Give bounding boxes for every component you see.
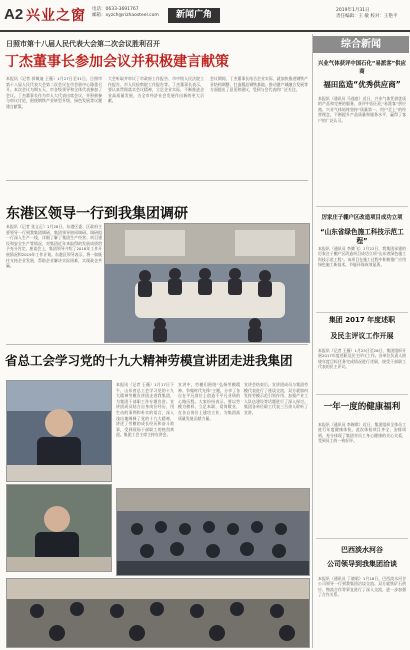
divider (316, 394, 408, 395)
article2-body: 本报讯（记者 张义正）1月28日，东港区委、区政府主要领导一行到我集团调研，集团领导陪同调研。调研组一行深入生产一线，详细了解了集团生产经营、项目建设和安全生产等情况，对集团近年来取得的发展成绩给予充分肯定。座谈会上，集团领导介绍了2018年工作开展情况和2019年工作计划。东港区领导表示，将一如既往支持企业发展，帮助企业解决实际困难，实现政企共赢。 (6, 224, 102, 269)
sidebar-item4-body: 本报讯（通讯员 李婉琪）近日，集团组织全体员工进行年度健康体检。此次体检项目齐全、安排周到，充分体现了集团对员工身心健康的关心关爱，受到员工的一致好评。 (318, 422, 406, 444)
article1-col2: 大会听取并审议了市政府工作报告、市中级人民法院工作报告、市人民检察院工作报告等。丁杰董事长表示，要认真贯彻落实会议精神，立足企业实际，不断推进企业高质量发展，为全市经济社会发展作出新的更大贡献。 (108, 76, 204, 104)
contact-info (92, 7, 159, 19)
meeting-photo (104, 223, 310, 343)
sidebar-item2-headline: 厉家庄子棚户区改造项目成功立项 (321, 215, 403, 221)
sidebar-item3-headline: 集团 2017 年度述职 (328, 316, 396, 324)
presenter-photo (6, 484, 112, 572)
divider (316, 538, 408, 539)
group-photo (6, 578, 310, 648)
sidebar-item5-subheadline: 公司领导到我集团洽谈 (327, 560, 397, 568)
phone-text: 电话：0633-3691767 (92, 7, 139, 12)
sidebar-section-title: 综合新闻 (313, 36, 409, 53)
sidebar-item5-headline: 巴西淡水河谷 (341, 546, 383, 554)
article1-col3: 会议期间，丁杰董事长结合企业实际，就加快推进钢铁产业结构调整、打造精品钢铁基地、推动港产城融合发展等方面提出了意见和建议，受到与会代表的广泛关注。 (210, 76, 308, 93)
sidebar-item4-headline: 一年一度的健康福利 (323, 402, 401, 412)
sidebar-item2-subheadline: “山东省绿色施工科技示范工程” (320, 228, 404, 245)
divider (316, 312, 408, 313)
email-text: 邮箱：xyzch@rizhaosteel.com (92, 13, 159, 18)
masthead (0, 0, 410, 32)
sidebar-item3-subheadline: 及民主评议工作开展 (330, 332, 394, 340)
audience-image (117, 489, 309, 575)
audience-photo (116, 488, 310, 576)
speaker-photo (6, 380, 112, 482)
sidebar-item1-body: 本报讯（通讯员 马逸庭）近日，兴业气体凭借优质的产品和完善的服务，获评中国石化“易派客”供应商。兴业气体始终坚持“质量第一、用户至上”的经营理念，不断提升产品质量和服务水平，赢得了客户的广泛认可。 (318, 96, 406, 123)
newspaper-logo: 兴业之窗 (26, 8, 86, 24)
divider (316, 206, 408, 207)
article1-col1: 本报讯（记者 郭敏迪 王薇）1月27日至31日，日照市第十八届人民代表大会第二次会议在市会展中心隆重召开。本次会议为期五天，市各级领导和全体代表参加了会议。丁杰董事长作为市人大代表出席会议，并积极参与审议讨论，围绕钢铁产业转型升级、绿色发展等议题建言献策。 (6, 76, 102, 109)
editor-credit: 责任编辑：王 敏 校对：王艳平 (336, 14, 398, 19)
article3-col1: 本报讯（记者 王薇）1月17日下午，山东省总工会学习党的十九大精神劳模宣讲团走进我集团，为集团干部职工作专题宣讲。宣讲团成员结合自身岗位经历，用生动的事例和朴实的语言，深入浅出地阐释了党的十九大精神，讲述了劳模的成长经历和奋斗故事，受到现场干部职工的热烈欢迎。集团工会主席主持宣讲会。 (116, 382, 174, 438)
article3-col2: 宣讲中，劳模们围绕“弘扬劳模精神、争做时代先锋”主题，分享了各自在平凡岗位上创造不平凡业绩的心路历程。大家纷纷表示，要以劳模为榜样，立足本职，爱岗敬业，在各自岗位上建功立业，为集团高质量发展贡献力量。 (178, 382, 240, 421)
article1-kicker: 日照市第十八届人民代表大会第二次会议胜利召开 (6, 40, 160, 48)
group-image (7, 579, 309, 647)
issue-info (336, 8, 397, 20)
article1-headline: 丁杰董事长参加会议并积极建言献策 (5, 54, 229, 70)
column-divider (312, 34, 313, 648)
sidebar-item5-body: 本报讯（通讯员 丁晓晗）1月18日，巴西淡水河谷公司领导一行到我集团洽谈交流。双方就铁矿石供应、物流合作等事宜进行了深入交流，进一步加强了合作关系。 (318, 576, 406, 598)
issue-date: 2019年1月31日 (336, 8, 370, 13)
sidebar-item1-headline: 兴业气体获评中国石化“易派客”供应商 (318, 61, 406, 75)
divider (6, 180, 308, 181)
sidebar-item2-body: 本报讯（通讯员 李腾飞）1月22日，我集团承建的厉家庄子棚户区改造项目成功立项“山东省绿色施工科技示范工程”。该项目在施工过程中积极推广应用绿色施工新技术，节能环保成效显著。 (318, 246, 406, 268)
divider (6, 344, 308, 345)
speaker-image (7, 381, 111, 481)
article2-headline: 东港区领导一行到我集团调研 (6, 206, 188, 222)
article3-headline: 省总工会学习党的十九大精神劳模宣讲团走进我集团 (5, 353, 293, 368)
page-number: A2 (4, 6, 24, 23)
article3-col3: 宣讲会结束后，宣讲团成员与集团劳模代表进行了座谈交流，双方就如何发挥劳模示范引领作用、加强产业工人队伍建设等话题进行了深入探讨。集团各单位职工代表三百余人聆听了宣讲。 (244, 382, 308, 415)
sidebar-item1-subheadline: 福田监造“优秀供应商” (323, 80, 401, 89)
sidebar-item3-body: 本报讯（记者 王薇）1月25日至26日，集团组织开展2017年度述职及民主评议工作。各单位负责人围绕年度目标任务完成情况进行述职，接受干部职工代表的民主评议。 (318, 348, 406, 370)
meeting-room-image (105, 224, 309, 342)
section-label: 新闻广角 (168, 8, 220, 23)
presenter-image (7, 485, 111, 571)
